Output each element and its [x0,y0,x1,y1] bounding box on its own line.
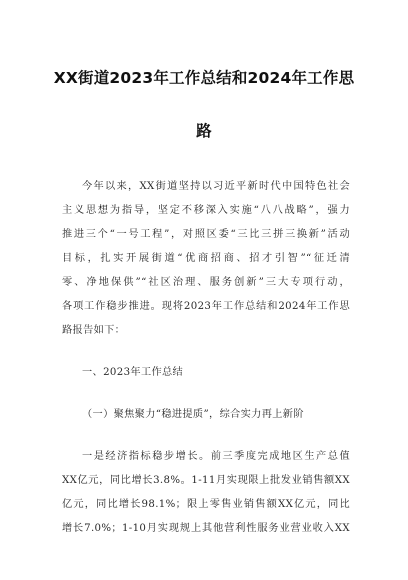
body-paragraph-line: 亿元，同比增长98.1%；限上零售业销售额XX亿元，同比 [62,499,350,510]
document-title-line-1: XX街道2023年工作总结和2024年工作思 [53,69,355,87]
intro-paragraph-line: 今年以来，XX街道坚持以习近平新时代中国特色社会 [82,181,350,192]
body-paragraph-line: XX亿元，同比增长3.8%。1-11月实现限上批发业销售额XX [62,475,350,486]
intro-paragraph-line: 路报告如下： [62,325,126,336]
section-heading: 一、2023年工作总结 [82,367,184,378]
intro-paragraph-line: 目标，扎实开展街道“优商招商、招才引智”“征迁清 [62,253,350,264]
intro-paragraph-line: 零、净地保供”“社区治理、服务创新”三大专项行动， [62,277,350,288]
intro-paragraph-line: 各项工作稳步推进。现将2023年工作总结和2024年工作思 [62,301,350,312]
intro-paragraph-line: 主义思想为指导，坚定不移深入实施“八八战略”，强力 [62,205,350,216]
body-paragraph-line: 一是经济指标稳步增长。前三季度完成地区生产总值 [82,451,350,462]
document-title-line-2: 路 [196,122,212,140]
subsection-heading: （一）聚焦聚力“稳进提质”，综合实力再上新阶 [82,409,304,420]
intro-paragraph-line: 推进三个“一号工程”，对照区委“三比三拼三换新”活动 [62,229,350,240]
body-paragraph-line: 增长7.0%；1-10月实现规上其他营利性服务业营业收入XX [62,523,350,534]
